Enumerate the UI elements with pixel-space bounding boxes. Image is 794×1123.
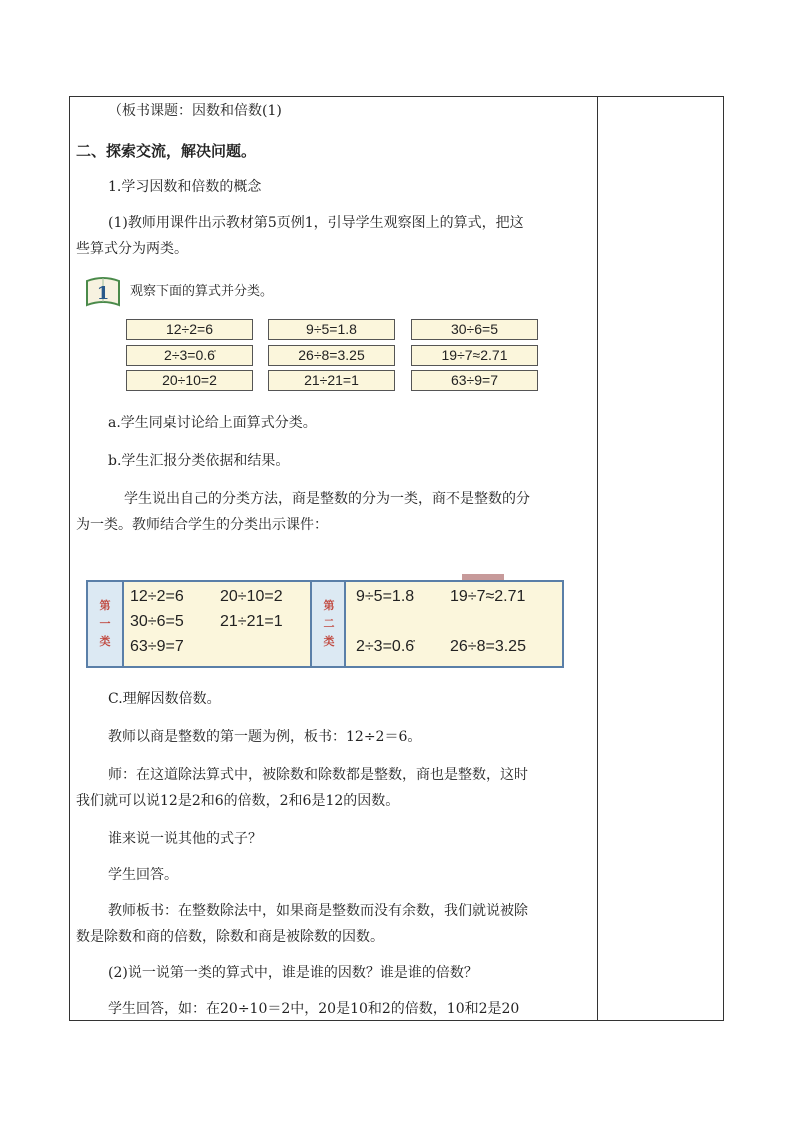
group-one-equation: 20÷10=2 [220, 588, 283, 605]
paragraph-line: (1)教师用课件出示教材第5页例1，引导学生观察图上的算式，把这 [108, 215, 524, 231]
example-prompt: 观察下面的算式并分类。 [130, 284, 274, 299]
paragraph-line: 谁来说一说其他的式子？ [108, 831, 262, 847]
equation-box: 20÷10=2 [126, 370, 253, 391]
paragraph-line: 教师板书：在整数除法中，如果商是整数而没有余数，我们就说被除 [108, 903, 528, 919]
paragraph-line: 师：在这道除法算式中，被除数和除数都是整数，商也是整数，这时 [108, 767, 528, 783]
panel-divider [344, 582, 346, 666]
lesson-content-cell [70, 97, 597, 1020]
subheading: 1.学习因数和倍数的概念 [108, 179, 262, 195]
paragraph-line: 为一类。教师结合学生的分类出示课件： [76, 517, 328, 533]
paragraph-line: b.学生汇报分类依据和结果。 [108, 453, 290, 469]
notes-cell [598, 97, 723, 1020]
section-heading: 二、探索交流，解决问题。 [76, 142, 257, 160]
paragraph-line: 我们就可以说12是2和6的倍数，2和6是12的因数。 [76, 793, 400, 809]
paragraph-line: (2)说一说第一类的算式中，谁是谁的因数？谁是谁的倍数？ [108, 965, 478, 981]
paragraph-line: 数是除数和商的倍数，除数和商是被除数的因数。 [76, 929, 384, 945]
board-title-line: （板书课题：因数和倍数(1) [108, 103, 282, 119]
group-two-equation: 26÷8=3.25 [450, 638, 526, 655]
equation-box: 19÷7≈2.71 [411, 345, 538, 366]
paragraph-line: 学生回答。 [108, 867, 178, 883]
equation-box: 26÷8=3.25 [268, 345, 395, 366]
paragraph-line: a.学生同桌讨论给上面算式分类。 [108, 415, 317, 431]
group-two-equation: 9÷5=1.8 [356, 588, 415, 605]
equation-box: 30÷6=5 [411, 319, 538, 340]
equation-box: 21÷21=1 [268, 370, 395, 391]
group-one-equation: 12÷2=6 [130, 588, 184, 605]
panel-divider [122, 582, 124, 666]
group-one-equation: 63÷9=7 [130, 638, 184, 655]
group-one-equation: 30÷6=5 [130, 613, 184, 630]
equation-box: 63÷9=7 [411, 370, 538, 391]
equation-box: 2÷3=0.6̇ [126, 345, 253, 366]
group-two-equation: 19÷7≈2.71 [450, 588, 526, 605]
svg-text:1: 1 [96, 283, 110, 304]
paragraph-line: C.理解因数倍数。 [108, 691, 221, 707]
group-one-equation: 21÷21=1 [220, 613, 283, 630]
example-number-badge [84, 275, 122, 309]
paragraph-line: 教师以商是整数的第一题为例，板书：12÷2＝6。 [108, 729, 422, 745]
classification-panel [86, 580, 564, 668]
paragraph-line: 些算式分为两类。 [76, 241, 188, 257]
group-two-equation: 2÷3=0.6̇ [356, 638, 415, 655]
group-two-label: 第 二 类 [312, 582, 346, 666]
paragraph-line: 学生说出自己的分类方法，商是整数的分为一类，商不是整数的分 [124, 491, 530, 507]
lesson-table [69, 96, 724, 1021]
paragraph-line: 学生回答，如：在20÷10＝2中，20是10和2的倍数，10和2是20 [108, 1001, 520, 1017]
group-one-label: 第 一 类 [88, 582, 122, 666]
equation-box: 12÷2=6 [126, 319, 253, 340]
equation-box: 9÷5=1.8 [268, 319, 395, 340]
